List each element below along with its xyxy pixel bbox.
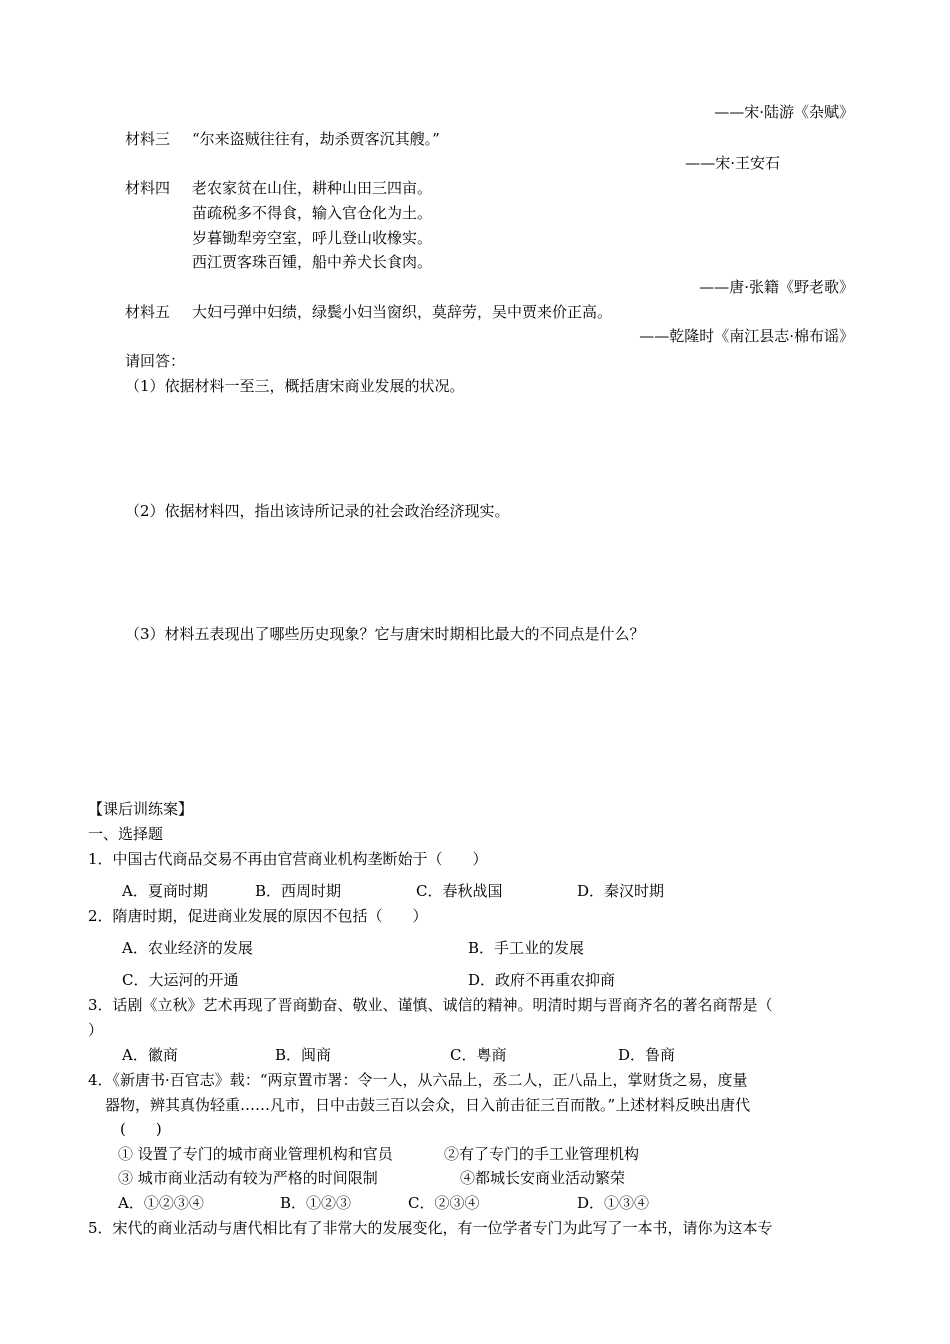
m5-source: ——乾隆时《南江县志·棉布谣》 [639, 327, 854, 345]
training-heading: 【课后训练案】 [88, 800, 194, 818]
m4-line-2: 苗疏税多不得食，输入官仓化为土。 [192, 204, 433, 222]
m3-source: ——宋·王安石 [685, 154, 780, 172]
mcq-4-stem-cont2: ( ) [120, 1120, 162, 1138]
mcq-5-stem: 5．宋代的商业活动与唐代相比有了非常大的发展变化，有一位学者专门为此写了一本书，请你为这本专 [88, 1219, 773, 1237]
question-2: （2）依据材料四，指出该诗所记录的社会政治经济现实。 [125, 502, 510, 520]
section-title: 一、选择题 [88, 825, 164, 843]
mcq-3-option-c[interactable]: C．粤商 [450, 1046, 507, 1064]
answer-prompt: 请回答： [125, 352, 186, 370]
m3-text: “尔来盗贼往往有，劫杀贾客沉其艘。” [192, 130, 440, 148]
mcq-3-option-a[interactable]: A．徽商 [122, 1046, 178, 1064]
mcq-2-option-c[interactable]: C．大运河的开通 [122, 971, 239, 989]
mcq-1-option-b[interactable]: B．西周时期 [255, 882, 342, 900]
mcq-2-option-a[interactable]: A．农业经济的发展 [122, 939, 253, 957]
mcq-4-option-d[interactable]: D．①③④ [577, 1194, 650, 1212]
mcq-2-option-d[interactable]: D．政府不再重农抑商 [468, 971, 616, 989]
question-3: （3）材料五表现出了哪些历史现象？它与唐宋时期相比最大的不同点是什么？ [125, 625, 645, 643]
mcq-1-option-a[interactable]: A．夏商时期 [122, 882, 208, 900]
m3-label: 材料三 [125, 130, 171, 148]
mcq-2-option-b[interactable]: B．手工业的发展 [468, 939, 585, 957]
m2-source: ——宋·陆游《杂赋》 [714, 103, 854, 121]
mcq-4-stem: 4．《新唐书·百官志》载：“两京置市署：令一人，从六品上，丞二人，正八品上，掌财货之易，度量 [88, 1071, 748, 1089]
m4-label: 材料四 [125, 179, 171, 197]
m5-text: 大妇弓弹中妇绩，绿鬓小妇当窗织，莫辞劳，吴中贾来价正高。 [192, 303, 613, 321]
mcq-3-option-d[interactable]: D．鲁商 [618, 1046, 676, 1064]
question-1: （1）依据材料一至三，概括唐宋商业发展的状况。 [125, 377, 465, 395]
m4-line-1: 老农家贫在山住，耕种山田三四亩。 [192, 179, 433, 197]
mcq-4-stem-cont: 器物，辨其真伪轻重……凡市，日中击鼓三百以会众，日入前击征三百而散。”上述材料反映出唐代 [105, 1096, 751, 1114]
mcq-4-statement-2: ②有了专门的手工业管理机构 [444, 1145, 640, 1163]
mcq-2-stem: 2．隋唐时期，促进商业发展的原因不包括（ ） [88, 907, 428, 925]
m4-line-3: 岁暮锄犁旁空室，呼儿登山收橡实。 [192, 229, 433, 247]
mcq-1-option-c[interactable]: C．春秋战国 [416, 882, 503, 900]
mcq-4-option-a[interactable]: A．①②③④ [118, 1194, 204, 1212]
mcq-3-option-b[interactable]: B．闽商 [275, 1046, 332, 1064]
mcq-3-stem-cont: ） [88, 1021, 104, 1039]
m4-source: ——唐·张籍《野老歌》 [699, 278, 854, 296]
mcq-1-option-d[interactable]: D．秦汉时期 [577, 882, 665, 900]
mcq-4-statement-4: ④都城长安商业活动繁荣 [460, 1169, 626, 1187]
mcq-3-stem: 3．话剧《立秋》艺术再现了晋商勤奋、敬业、谨慎、诚信的精神。明清时期与晋商齐名的著名商帮是（ [88, 996, 773, 1014]
mcq-4-statement-1: ① 设置了专门的城市商业管理机构和官员 [118, 1145, 393, 1163]
mcq-4-option-b[interactable]: B．①②③ [280, 1194, 352, 1212]
mcq-4-option-c[interactable]: C．②③④ [408, 1194, 480, 1212]
m4-line-4: 西江贾客珠百锺，船中养犬长食肉。 [192, 253, 433, 271]
mcq-4-statement-3: ③ 城市商业活动有较为严格的时间限制 [118, 1169, 378, 1187]
mcq-1-stem: 1．中国古代商品交易不再由官营商业机构垄断始于（ ） [88, 850, 488, 868]
m5-label: 材料五 [125, 303, 171, 321]
